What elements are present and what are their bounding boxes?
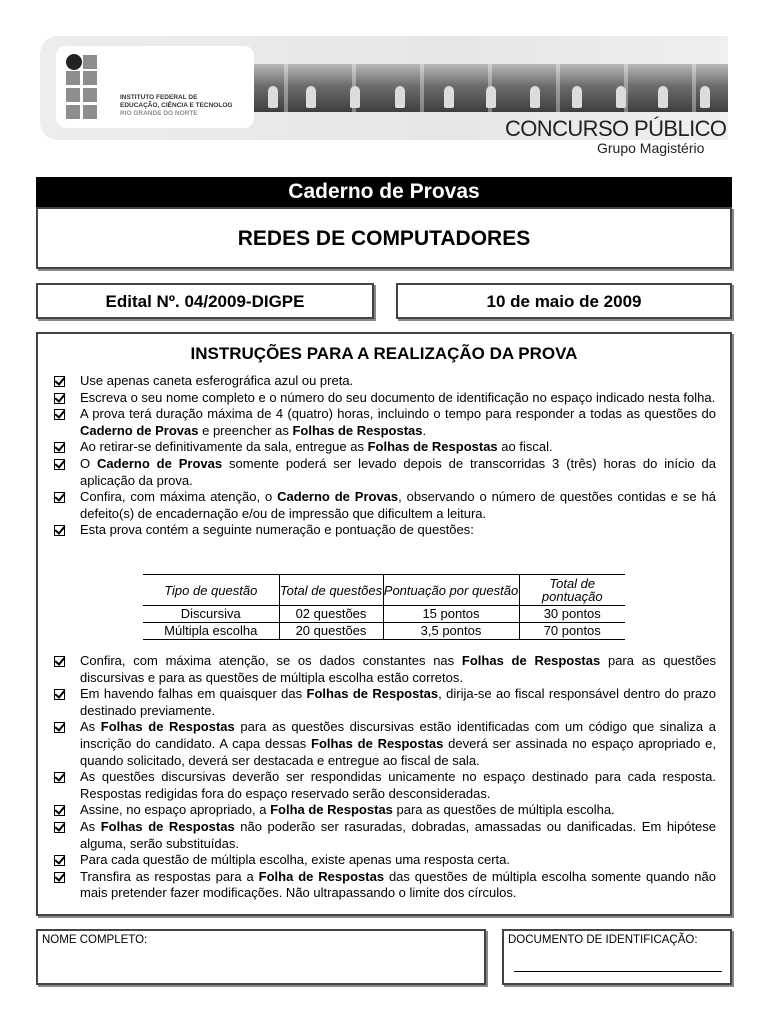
checkbox-checked-icon <box>54 525 65 536</box>
contest-group: Grupo Magistério <box>597 140 705 156</box>
table-cell: 30 pontos <box>519 606 625 623</box>
table-header-cell: Total de pontuação <box>519 575 625 606</box>
checkbox-checked-icon <box>54 376 65 387</box>
checkbox-checked-icon <box>54 855 65 866</box>
instructions-box <box>36 332 732 916</box>
instruction-item: Transfira as respostas para a Folha de Respostas das questões de múltipla escolha somente quando não mais pretender fazer modificações. Não ultrapassando o limite dos círculos. <box>54 869 716 902</box>
checkbox-checked-icon <box>54 393 65 404</box>
table-cell: 3,5 pontos <box>383 623 519 640</box>
instruction-item: Use apenas caneta esferográfica azul ou preta. <box>54 373 716 390</box>
id-document-label: DOCUMENTO DE IDENTIFICAÇÃO: <box>508 934 698 946</box>
checkbox-checked-icon <box>54 459 65 470</box>
instruction-item: As Folhas de Respostas não poderão ser rasuradas, dobradas, amassadas ou danificadas. Em hipótese alguma, serão substituídas. <box>54 819 716 852</box>
institution-subtitle: RIO GRANDE DO NORTE <box>120 110 198 117</box>
table-header-cell: Tipo de questão <box>164 582 258 598</box>
table-header-cell: Total de questões <box>279 575 383 606</box>
checkbox-checked-icon <box>54 822 65 833</box>
table-row <box>143 623 625 640</box>
instruction-item: Esta prova contém a seguinte numeração e pontuação de questões: <box>54 522 716 539</box>
contest-title: CONCURSO PÚBLICO <box>505 116 727 141</box>
logo-grid-icon <box>66 54 114 120</box>
table-row <box>143 606 625 623</box>
institution-line-2: EDUCAÇÃO, CIÊNCIA E TECNOLOG <box>120 102 233 109</box>
table-header-row <box>143 575 625 606</box>
checkbox-checked-icon <box>54 805 65 816</box>
booklet-title: Caderno de Provas <box>36 177 732 207</box>
instruction-item: As Folhas de Respostas para as questões discursivas estão identificadas com um código que sinaliza a inscrição do candidato. A capa dessas Folhas de Respostas deverá ser assinada no espaço apropriado e, quando solicitado, deverá ser destacada e entregue ao fiscal de sala. <box>54 719 716 769</box>
instruction-item: Ao retirar-se definitivamente da sala, entregue as Folhas de Respostas ao fiscal. <box>54 439 716 456</box>
instruction-item: Confira, com máxima atenção, se os dados constantes nas Folhas de Respostas para as questões discursivas e para as questões de múltipla escolha estão corretos. <box>54 653 716 686</box>
table-cell: 70 pontos <box>519 623 625 640</box>
photo-strip <box>254 64 728 112</box>
table-cell: Múltipla escolha <box>164 623 258 638</box>
table-cell: 15 pontos <box>383 606 519 623</box>
instruction-item: Assine, no espaço apropriado, a Folha de Respostas para as questões de múltipla escolha. <box>54 802 716 819</box>
checkbox-checked-icon <box>54 689 65 700</box>
edital-number: Edital Nº. 04/2009-DIGPE <box>36 283 374 319</box>
checkbox-checked-icon <box>54 722 65 733</box>
checkbox-checked-icon <box>54 442 65 453</box>
exam-subject: REDES DE COMPUTADORES <box>36 207 732 269</box>
table-cell: Discursiva <box>180 606 241 621</box>
id-document-field[interactable] <box>502 929 732 985</box>
table-cell: 02 questões <box>279 606 383 623</box>
table-cell: 20 questões <box>279 623 383 640</box>
instructions-list-continued <box>54 653 716 902</box>
checkbox-checked-icon <box>54 409 65 420</box>
checkbox-checked-icon <box>54 492 65 503</box>
exam-date: 10 de maio de 2009 <box>396 283 732 319</box>
instruction-item: Confira, com máxima atenção, o Caderno de Provas, observando o número de questões contidas e se há defeito(s) de encadernação e/ou de impressão que dificultem a leitura. <box>54 489 716 522</box>
name-field[interactable] <box>36 929 486 985</box>
institution-line-1: INSTITUTO FEDERAL DE <box>120 94 198 101</box>
score-table <box>143 574 625 640</box>
table-header-cell: Pontuação por questão <box>383 575 519 606</box>
checkbox-checked-icon <box>54 772 65 783</box>
checkbox-checked-icon <box>54 872 65 883</box>
id-document-line <box>514 971 722 972</box>
instruction-item: Em havendo falhas em quaisquer das Folhas de Respostas, dirija-se ao fiscal responsável dentro do prazo destinado previamente. <box>54 686 716 719</box>
instructions-heading: INSTRUÇÕES PARA A REALIZAÇÃO DA PROVA <box>190 344 578 363</box>
instruction-item: Escreva o seu nome completo e o número do seu documento de identificação no espaço indicado nesta folha. <box>54 390 716 407</box>
instruction-item: As questões discursivas deverão ser respondidas unicamente no espaço destinado para cada resposta. Respostas redigidas fora do espaço reservado serão desconsideradas. <box>54 769 716 802</box>
instructions-list <box>54 373 716 539</box>
checkbox-checked-icon <box>54 656 65 667</box>
instruction-item: A prova terá duração máxima de 4 (quatro) horas, incluindo o tempo para responder a todas as questões do Caderno de Provas e preencher as Folhas de Respostas. <box>54 406 716 439</box>
instruction-item: O Caderno de Provas somente poderá ser levado depois de transcorridas 3 (três) horas do início da aplicação da prova. <box>54 456 716 489</box>
instruction-item: Para cada questão de múltipla escolha, existe apenas uma resposta certa. <box>54 852 716 869</box>
institution-name <box>120 94 232 118</box>
name-field-label: NOME COMPLETO: <box>42 934 148 946</box>
